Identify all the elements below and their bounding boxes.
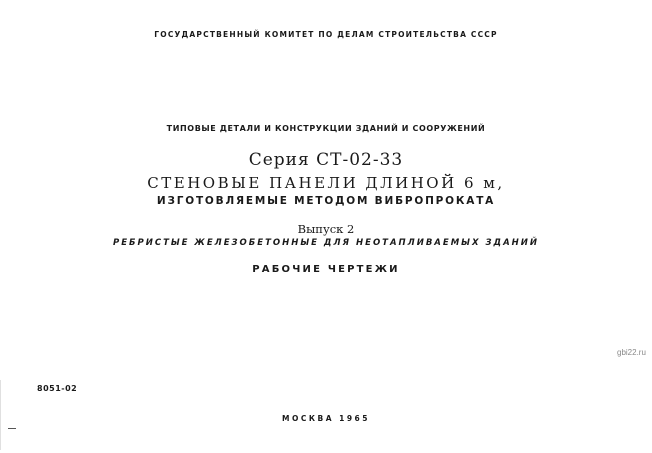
drawings-label: РАБОЧИЕ ЧЕРТЕЖИ — [252, 264, 400, 275]
issue-number: Выпуск 2 — [297, 222, 355, 236]
collection-title: ТИПОВЫЕ ДЕТАЛИ И КОНСТРУКЦИИ ЗДАНИЙ И СООРУЖЕНИЙ — [166, 124, 486, 133]
watermark: gbi22.ru — [617, 348, 646, 357]
scan-edge-line — [0, 380, 1, 450]
agency-name: ГОСУДАРСТВЕННЫЙ КОМИТЕТ ПО ДЕЛАМ СТРОИТЕЛЬСТВА СССР — [154, 30, 498, 39]
city-year: МОСКВА 1965 — [282, 414, 370, 423]
margin-dash — [8, 428, 16, 429]
title-line-1: СТЕНОВЫЕ ПАНЕЛИ ДЛИНОЙ 6 м, — [147, 174, 505, 192]
subtitle: РЕБРИСТЫЕ ЖЕЛЕЗОБЕТОННЫЕ ДЛЯ НЕОТАПЛИВАЕМЫХ ЗДАНИЙ — [112, 238, 540, 248]
title-line-2: ИЗГОТОВЛЯЕМЫЕ МЕТОДОМ ВИБРОПРОКАТА — [156, 195, 496, 207]
document-code: 8051-02 — [37, 384, 78, 393]
series-number: Серия СТ-02-33 — [248, 150, 404, 170]
